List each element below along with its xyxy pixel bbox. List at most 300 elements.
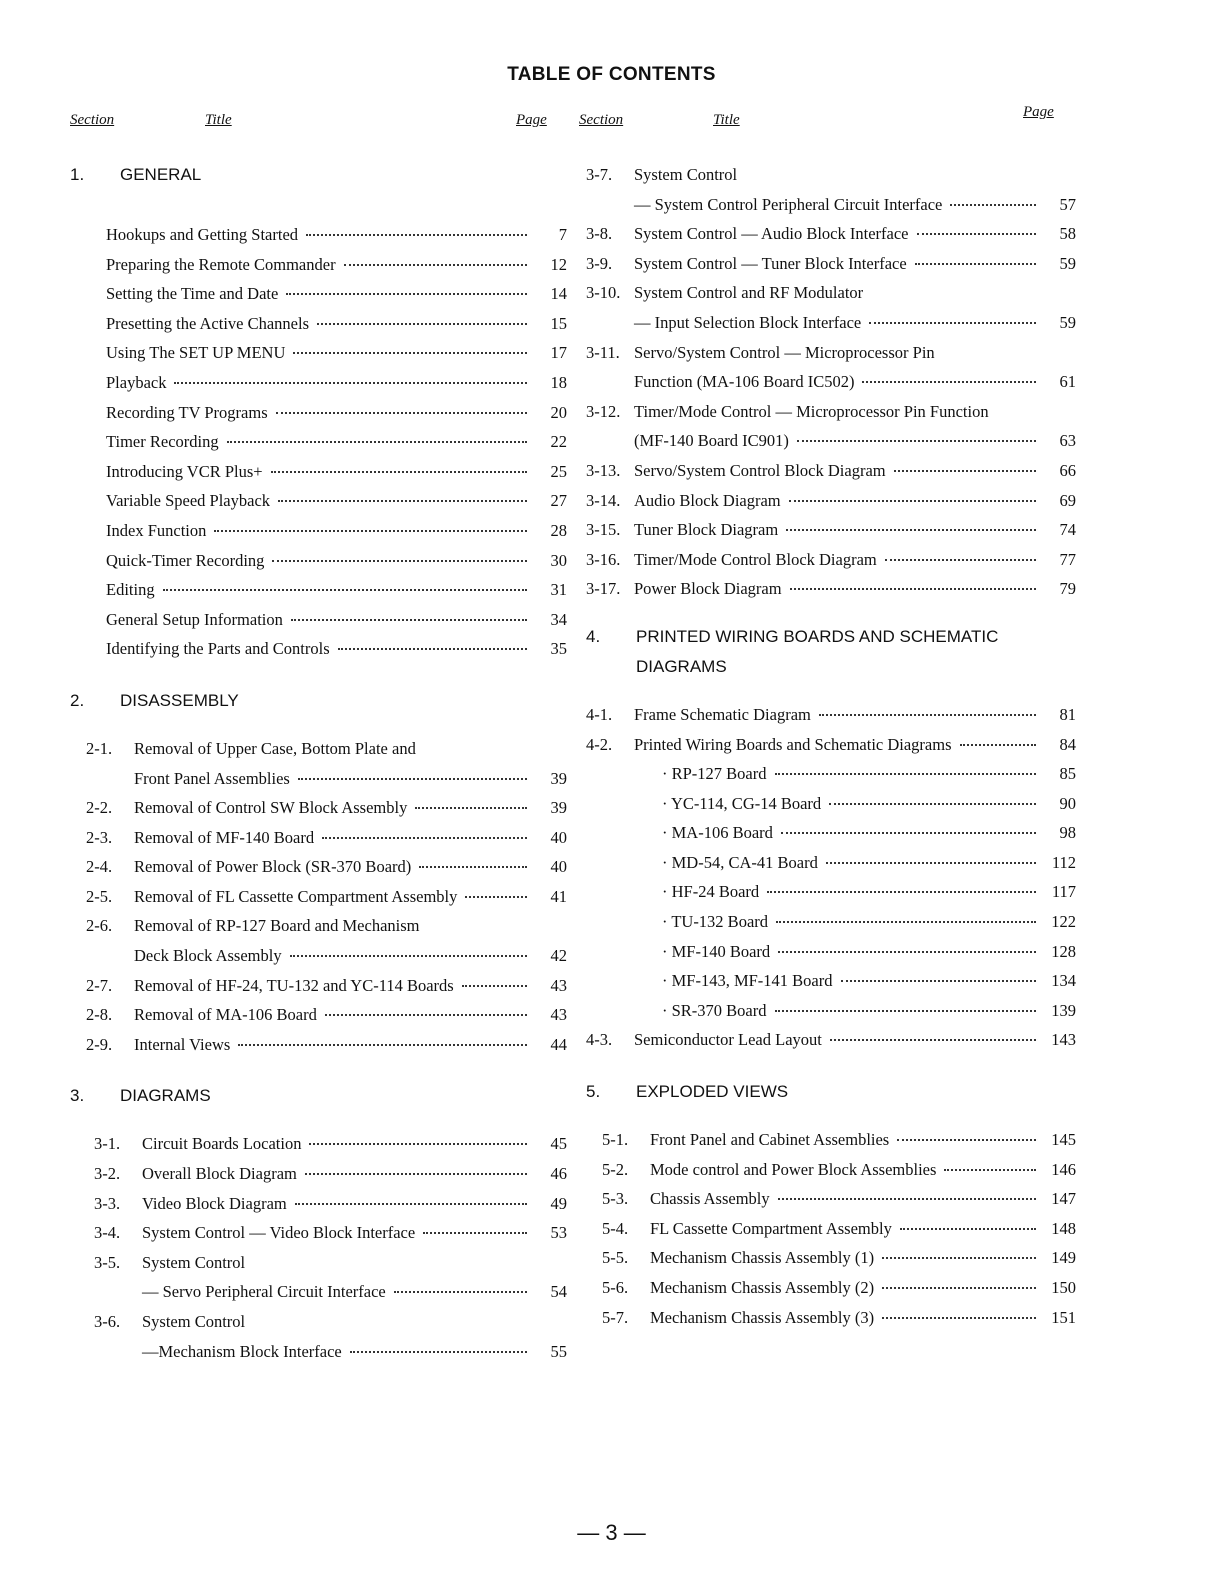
entry-page: 128: [1051, 941, 1076, 961]
entry-title: Hookups and Getting Started: [106, 225, 299, 244]
entry-number: 3-9.: [586, 253, 613, 273]
entry-page: 139: [1051, 1000, 1076, 1020]
entry-body: [634, 249, 1076, 279]
entry-body: [634, 848, 1076, 878]
entry-title: Using The SET UP MENU: [106, 343, 286, 363]
entry-line: [106, 516, 567, 546]
leader-dots: [291, 619, 527, 621]
entry-page: 43: [550, 975, 567, 995]
toc-entry: [586, 818, 1076, 848]
entry-body: [650, 1155, 1076, 1185]
entry-number: 5-5.: [602, 1248, 629, 1268]
entry-title: Mechanism Chassis Assembly (3): [650, 1307, 875, 1327]
entry-body: [134, 793, 567, 823]
entry-page: 149: [1051, 1248, 1076, 1268]
entry-body: [634, 397, 1076, 456]
entry-title: Removal of Upper Case, Bottom Plate and: [134, 738, 416, 758]
entry-title: Printed Wiring Boards and Schematic Diagrams: [634, 734, 952, 754]
entry-page: 112: [1051, 852, 1076, 872]
entry-number: 3-10.: [586, 283, 621, 303]
entry-number: 3-13.: [586, 460, 621, 480]
entry-title: Removal of RP-127 Board and Mechanism: [134, 916, 420, 936]
entry-line: [106, 309, 567, 339]
entry-number: 2-1.: [86, 738, 113, 758]
entry-line: [134, 941, 567, 971]
entry-page: 58: [1059, 224, 1076, 244]
entry-number: 3-14.: [586, 490, 621, 510]
toc-entry: [70, 575, 567, 605]
entry-number: 2-4.: [86, 857, 113, 877]
entry-number: 3-8.: [586, 224, 613, 244]
entry-title: Overall Block Diagram: [142, 1164, 297, 1184]
header-page-left: Page: [516, 112, 547, 128]
entry-page: 74: [1059, 520, 1076, 540]
toc-entry: [70, 1307, 567, 1366]
entry-line: [634, 818, 1076, 848]
leader-dots: [276, 412, 527, 414]
entry-number: 4-2.: [586, 734, 613, 754]
entry-page: 43: [550, 1005, 567, 1025]
entry-body: [634, 759, 1076, 789]
entry-body: [634, 486, 1076, 516]
entry-title: Servo/System Control — Microprocessor Pin: [634, 342, 935, 362]
toc-entry: [70, 427, 567, 457]
toc-entry: [586, 1125, 1076, 1155]
entry-line: [634, 966, 1076, 996]
entry-line: [134, 793, 567, 823]
entry-line: [634, 367, 1076, 397]
entry-page: 98: [1059, 823, 1076, 843]
toc-entry: [586, 1243, 1076, 1273]
entry-line: [634, 759, 1076, 789]
leader-dots: [786, 529, 1036, 531]
entry-line: [142, 1337, 567, 1367]
entry-line: [134, 852, 567, 882]
entry-page: 18: [550, 372, 567, 392]
toc-entry: [586, 877, 1076, 907]
entry-line: [106, 486, 567, 516]
toc-entry: [70, 516, 567, 546]
toc-entry: [586, 789, 1076, 819]
leader-dots: [295, 1203, 527, 1205]
entry-page: 44: [550, 1034, 567, 1054]
entry-title-continued: Function (MA-106 Board IC502): [634, 372, 855, 392]
toc-section: [70, 160, 567, 664]
entry-title: Variable Speed Playback: [106, 491, 271, 511]
entry-body: [106, 605, 567, 635]
entry-line: [106, 546, 567, 576]
entry-body: [634, 877, 1076, 907]
toc-entry: [70, 734, 567, 793]
leader-dots: [462, 985, 527, 987]
entry-title: System Control — Video Block Interface: [142, 1223, 416, 1243]
entry-title: Tuner Block Diagram: [634, 520, 779, 540]
entry-body: [650, 1243, 1076, 1273]
entry-page: 54: [550, 1282, 567, 1302]
entry-body: [142, 1307, 567, 1366]
entry-title: Audio Block Diagram: [634, 490, 781, 510]
entry-number: 4-3.: [586, 1030, 613, 1050]
section-heading-text: [636, 1077, 788, 1107]
entry-page: 79: [1059, 579, 1076, 599]
entry-body: [650, 1125, 1076, 1155]
toc-entry: [70, 1000, 567, 1030]
entry-page: 57: [1059, 194, 1076, 214]
entry-line: [634, 789, 1076, 819]
toc-entry: [586, 937, 1076, 967]
entry-title: Frame Schematic Diagram: [634, 704, 811, 724]
entry-line: [142, 1277, 567, 1307]
entry-line: [634, 545, 1076, 575]
toc-entry: [586, 160, 1076, 219]
entry-title: Introducing VCR Plus+: [106, 461, 263, 481]
section-heading: [70, 160, 567, 190]
leader-dots: [306, 234, 527, 236]
leader-dots: [775, 773, 1037, 775]
entry-title: System Control and RF Modulator: [634, 283, 864, 303]
toc-entry: [70, 457, 567, 487]
leader-dots: [830, 1039, 1036, 1041]
section-heading: [586, 1077, 1076, 1107]
entry-line: [650, 1125, 1076, 1155]
entry-title: · MD-54, CA-41 Board: [662, 852, 818, 872]
entry-body: [134, 911, 567, 970]
leader-dots: [900, 1228, 1036, 1230]
entry-title: Servo/System Control Block Diagram: [634, 460, 886, 480]
toc-entry: [70, 279, 567, 309]
entry-line: [142, 1129, 567, 1159]
entry-number: 3-4.: [94, 1223, 121, 1243]
entry-page: 30: [550, 550, 567, 570]
entry-page: 31: [550, 580, 567, 600]
entry-number: 3-7.: [586, 165, 613, 184]
section-heading-line: DISASSEMBLY: [120, 690, 239, 710]
entry-title: Removal of FL Cassette Compartment Assembly: [134, 886, 458, 906]
entry-page: 40: [550, 827, 567, 847]
leader-dots: [305, 1173, 527, 1175]
leader-dots: [309, 1143, 527, 1145]
entry-title: Removal of Power Block (SR-370 Board): [134, 857, 412, 877]
entry-body: [106, 309, 567, 339]
leader-dots: [290, 955, 527, 957]
entry-page: 84: [1059, 734, 1076, 754]
entry-page: 39: [550, 768, 567, 788]
entry-body: [134, 971, 567, 1001]
entry-body: [634, 818, 1076, 848]
entry-title: · MF-140 Board: [662, 941, 771, 961]
toc-entry: [586, 730, 1076, 760]
entry-line: [106, 368, 567, 398]
section-heading-line: GENERAL: [120, 165, 202, 184]
entry-title: Internal Views: [134, 1034, 231, 1054]
entry-body: [142, 1218, 567, 1248]
entry-title-continued: Deck Block Assembly: [134, 946, 282, 966]
entry-title: Timer Recording: [106, 432, 219, 452]
entry-title: Removal of Control SW Block Assembly: [134, 798, 408, 818]
entry-line: [634, 515, 1076, 545]
entry-body: [134, 734, 567, 793]
entry-line: [634, 996, 1076, 1026]
toc-entry: [586, 249, 1076, 279]
entry-body: [634, 730, 1076, 760]
entry-body: [142, 1129, 567, 1159]
entry-number: 3-17.: [586, 579, 621, 599]
entry-body: [106, 368, 567, 398]
entry-title: Presetting the Active Channels: [106, 313, 310, 333]
entry-line: [134, 1030, 567, 1060]
entry-number: 2-3.: [86, 827, 113, 847]
leader-dots: [885, 559, 1036, 561]
leader-dots: [465, 896, 527, 898]
entry-line: [142, 1159, 567, 1189]
header-section-left: Section: [70, 112, 115, 128]
entry-title: Setting the Time and Date: [106, 284, 279, 304]
entry-number: 3-3.: [94, 1193, 121, 1213]
entry-line: [142, 1218, 567, 1248]
entry-number: 3-12.: [586, 401, 621, 421]
entry-body: [634, 338, 1076, 397]
entry-line: [142, 1189, 567, 1219]
leader-dots: [917, 233, 1037, 235]
entry-body: [634, 700, 1076, 730]
entry-page: 28: [550, 520, 567, 540]
entry-line: [634, 848, 1076, 878]
leader-dots: [882, 1317, 1036, 1319]
entry-title: Mechanism Chassis Assembly (1): [650, 1248, 875, 1268]
entry-number: 3-6.: [94, 1312, 121, 1331]
toc-entry: [70, 338, 567, 368]
leader-dots: [862, 381, 1036, 383]
leader-dots: [272, 560, 527, 562]
section-heading-text: [120, 686, 239, 716]
entry-number: [586, 937, 634, 967]
section-heading: [70, 686, 567, 716]
leader-dots: [415, 807, 527, 809]
entry-title: Video Block Diagram: [142, 1193, 287, 1213]
entry-page: 7: [558, 225, 567, 244]
leader-dots: [778, 1198, 1036, 1200]
entry-page: 90: [1059, 793, 1076, 813]
entry-title: · YC-114, CG-14 Board: [662, 793, 822, 813]
leader-dots: [214, 530, 527, 532]
entry-line: [134, 823, 567, 853]
entry-line: [650, 1214, 1076, 1244]
entry-body: [134, 1000, 567, 1030]
leader-dots: [950, 204, 1036, 206]
entry-line: [634, 730, 1076, 760]
entry-body: [134, 852, 567, 882]
entry-number: [586, 789, 634, 819]
entry-title: · MF-143, MF-141 Board: [662, 971, 833, 991]
leader-dots: [227, 441, 527, 443]
entry-number: 3-2.: [94, 1164, 121, 1184]
entry-page: 35: [550, 639, 567, 659]
leader-dots: [897, 1139, 1036, 1141]
section-heading-text: [120, 1081, 211, 1111]
entry-number: 3-11.: [586, 342, 620, 362]
toc-entry: [70, 1218, 567, 1248]
entry-page: 55: [550, 1341, 567, 1361]
entry-title: Quick-Timer Recording: [106, 550, 265, 570]
entry-page: 148: [1051, 1218, 1076, 1238]
entry-title: Editing: [106, 580, 155, 600]
toc-entry: [70, 1129, 567, 1159]
entry-number: 5-7.: [602, 1307, 629, 1327]
entry-page: 59: [1059, 253, 1076, 273]
entry-page: 46: [550, 1164, 567, 1184]
entry-title: Front Panel and Cabinet Assemblies: [650, 1130, 890, 1150]
entry-title: Mechanism Chassis Assembly (2): [650, 1278, 875, 1297]
entry-line: [634, 308, 1076, 338]
toc-entry: [70, 823, 567, 853]
entry-page: 145: [1051, 1130, 1076, 1150]
entry-body: [634, 966, 1076, 996]
entry-number: 3-5.: [94, 1252, 121, 1272]
leader-dots: [944, 1169, 1036, 1171]
entry-body: [106, 457, 567, 487]
entry-title: System Control — Audio Block Interface: [634, 224, 909, 244]
entry-page: 143: [1051, 1030, 1076, 1050]
entry-title-continued: (MF-140 Board IC901): [634, 431, 789, 451]
entry-title: General Setup Information: [106, 609, 283, 629]
entry-title: · SR-370 Board: [662, 1000, 767, 1020]
toc-entry: [70, 793, 567, 823]
entry-page: 151: [1051, 1307, 1076, 1327]
leader-dots: [915, 263, 1036, 265]
section-number: 5.: [586, 1082, 601, 1102]
toc-entry: [586, 545, 1076, 575]
entry-body: [134, 823, 567, 853]
toc-entry: [586, 1184, 1076, 1214]
entry-page: 27: [550, 491, 567, 511]
entry-line: [106, 220, 567, 250]
entry-number: 2-5.: [86, 886, 113, 906]
entry-number: 2-7.: [86, 975, 113, 995]
entry-body: [634, 456, 1076, 486]
entry-body: [650, 1303, 1076, 1333]
section-heading-line: DIAGRAMS: [636, 656, 727, 676]
toc-entry: [586, 1214, 1076, 1244]
toc-section: [586, 622, 1076, 1055]
toc-entry: [70, 309, 567, 339]
entry-page: 15: [550, 313, 567, 333]
entry-line: [650, 1184, 1076, 1214]
entry-title: Recording TV Programs: [106, 402, 268, 422]
entry-body: [106, 338, 567, 368]
entry-number: 4-1.: [586, 704, 613, 724]
toc-column-right: [586, 160, 1076, 1332]
entry-title-continued: —Mechanism Block Interface: [142, 1341, 342, 1361]
entry-number: [586, 759, 634, 789]
entry-title-continued: — Input Selection Block Interface: [634, 312, 862, 332]
entry-line: [106, 634, 567, 664]
entry-body: [634, 789, 1076, 819]
toc-entry: [70, 634, 567, 664]
entry-number: [586, 877, 634, 907]
leader-dots: [163, 589, 527, 591]
leader-dots: [767, 891, 1036, 893]
entry-body: [634, 996, 1076, 1026]
toc-entry: [70, 250, 567, 280]
entry-page: 85: [1059, 764, 1076, 784]
leader-dots: [286, 293, 527, 295]
entry-body: [106, 279, 567, 309]
entry-number: 3-16.: [586, 549, 621, 569]
entry-page: 147: [1051, 1189, 1076, 1209]
entry-line: [106, 457, 567, 487]
entry-number: 3-15.: [586, 520, 621, 540]
entry-body: [634, 1025, 1076, 1055]
leader-dots: [882, 1257, 1036, 1259]
toc-column-left: [70, 160, 567, 1366]
entry-page: 20: [550, 402, 567, 422]
entry-line: [634, 937, 1076, 967]
leader-dots: [960, 744, 1036, 746]
entry-line: [134, 1000, 567, 1030]
entry-page: 25: [550, 461, 567, 481]
header-section-right: Section: [579, 112, 624, 128]
entry-title-continued: Front Panel Assemblies: [134, 768, 290, 788]
entry-body: [142, 1189, 567, 1219]
entry-line: [106, 279, 567, 309]
entry-body: [106, 516, 567, 546]
entry-body: [106, 575, 567, 605]
entry-body: [106, 398, 567, 428]
toc-entry: [586, 1303, 1076, 1333]
toc-entry: [586, 996, 1076, 1026]
toc-section: [586, 160, 1076, 604]
leader-dots: [894, 470, 1036, 472]
leader-dots: [826, 862, 1036, 864]
entry-title: Playback: [106, 372, 167, 392]
entry-line: [634, 190, 1076, 220]
leader-dots: [797, 440, 1036, 442]
section-heading: [70, 1081, 567, 1111]
toc-entry: [586, 456, 1076, 486]
entry-line: [634, 249, 1076, 279]
entry-line: [634, 877, 1076, 907]
entry-body: [634, 574, 1076, 604]
leader-dots: [423, 1232, 527, 1234]
toc-section: [70, 1081, 567, 1366]
entry-body: [106, 250, 567, 280]
toc-entry: [586, 574, 1076, 604]
entry-line: [634, 426, 1076, 456]
entry-title: Timer/Mode Control — Microprocessor Pin Function: [634, 401, 989, 421]
header-title-left: Title: [205, 112, 232, 128]
leader-dots: [869, 322, 1036, 324]
entry-body: [106, 546, 567, 576]
toc-entry: [70, 368, 567, 398]
entry-page: 122: [1051, 912, 1076, 932]
entry-page: 39: [550, 798, 567, 818]
entry-body: [142, 1248, 567, 1307]
entry-line: [134, 882, 567, 912]
entry-body: [106, 220, 567, 250]
toc-entry: [586, 1155, 1076, 1185]
leader-dots: [775, 1010, 1037, 1012]
toc-entry: [586, 219, 1076, 249]
entry-page: 12: [550, 254, 567, 274]
entry-number: 2-9.: [86, 1034, 113, 1054]
leader-dots: [789, 500, 1036, 502]
entry-page: 61: [1059, 372, 1076, 392]
entry-number: 5-1.: [602, 1130, 629, 1150]
toc-entry: [586, 1273, 1076, 1303]
leader-dots: [819, 714, 1036, 716]
leader-dots: [278, 500, 527, 502]
section-number: 4.: [586, 626, 601, 646]
